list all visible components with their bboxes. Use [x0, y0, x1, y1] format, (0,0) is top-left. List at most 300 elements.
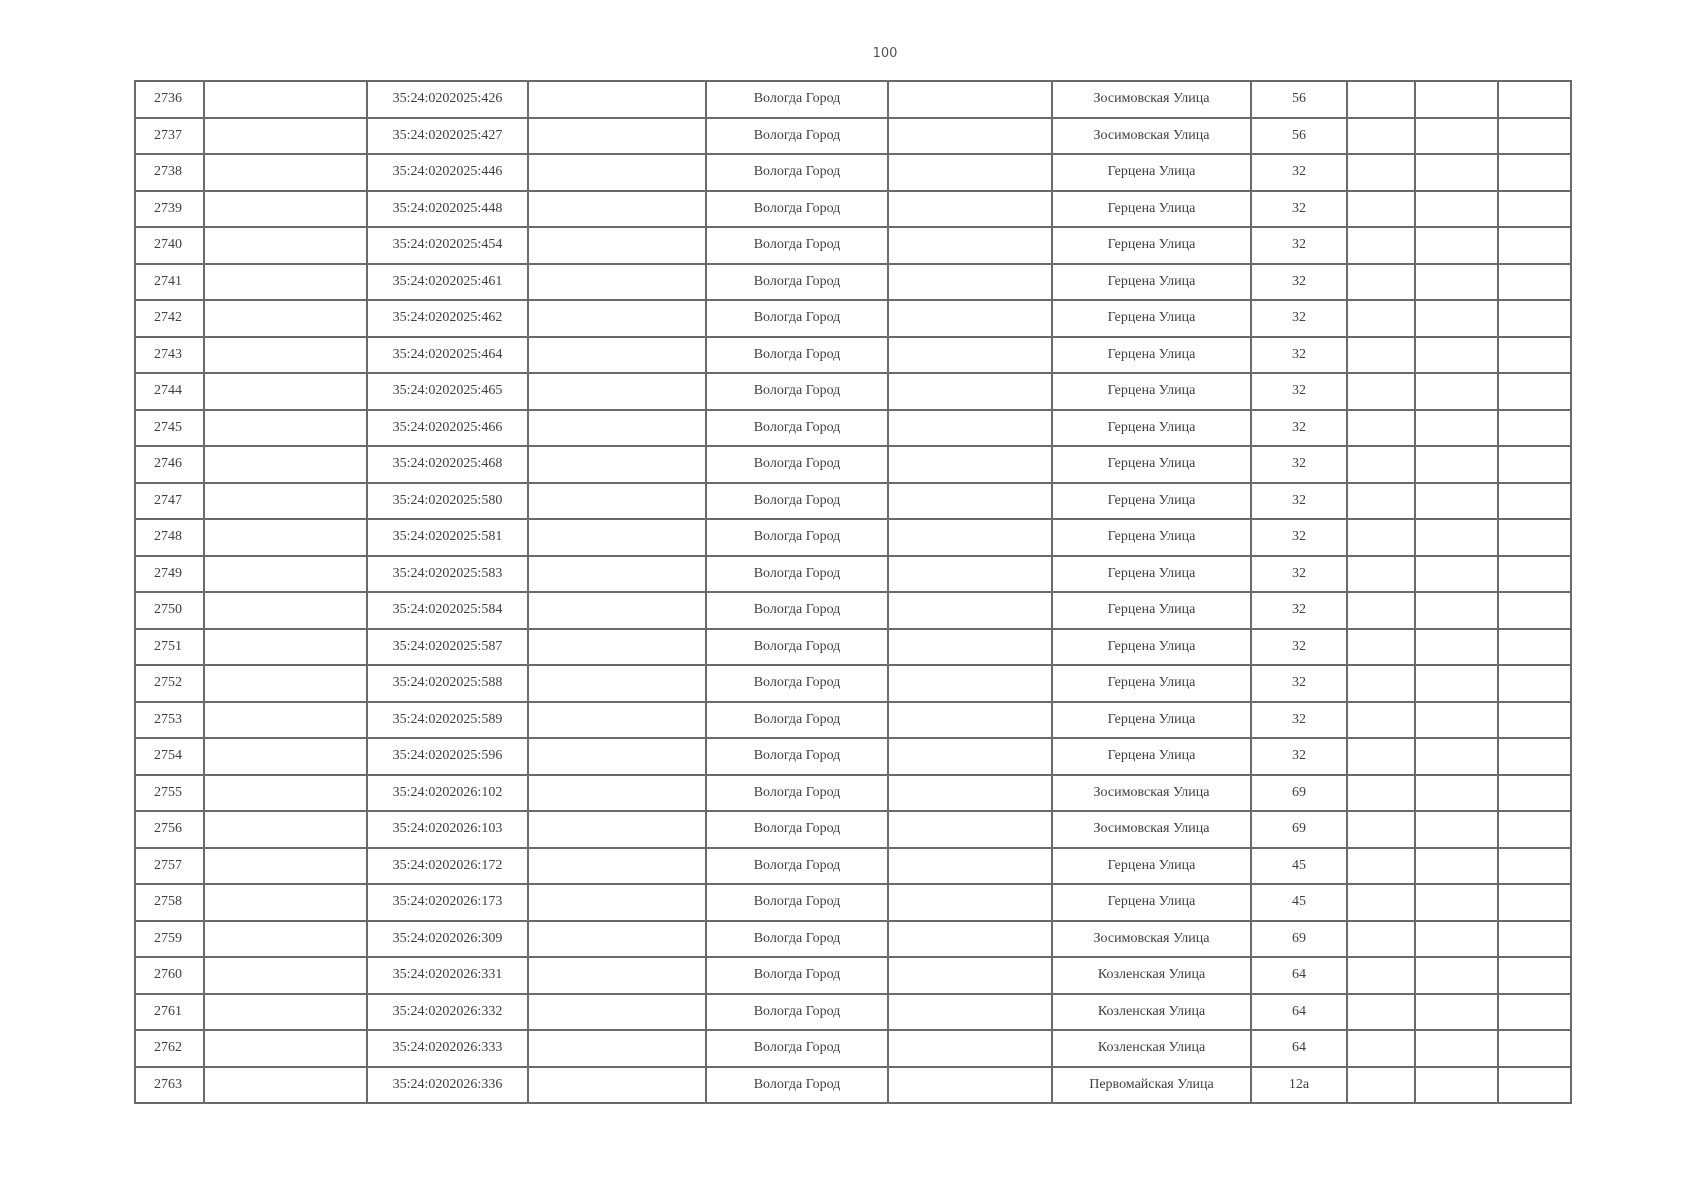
- cell-street: Зосимовская Улица: [1052, 921, 1251, 958]
- cell-cadastral-number: 35:24:0202025:589: [367, 702, 528, 739]
- cell-row-number: 2758: [135, 884, 204, 921]
- cell-house-number: 32: [1251, 337, 1347, 374]
- cell-cadastral-number: 35:24:0202025:466: [367, 410, 528, 447]
- cell-empty: [1415, 957, 1498, 994]
- cell-empty: [1498, 775, 1571, 812]
- cell-empty: [1347, 592, 1415, 629]
- cell-cadastral-number: 35:24:0202026:172: [367, 848, 528, 885]
- cell-street: Герцена Улица: [1052, 264, 1251, 301]
- cell-street: Козленская Улица: [1052, 994, 1251, 1031]
- cell-empty: [888, 556, 1052, 593]
- cell-empty: [528, 994, 706, 1031]
- cell-empty: [204, 921, 367, 958]
- cell-street: Герцена Улица: [1052, 154, 1251, 191]
- cell-empty: [1415, 300, 1498, 337]
- cell-empty: [204, 994, 367, 1031]
- cell-row-number: 2742: [135, 300, 204, 337]
- cell-city: Вологда Город: [706, 702, 888, 739]
- cell-empty: [888, 921, 1052, 958]
- table-row: [135, 519, 1571, 556]
- table-row: [135, 665, 1571, 702]
- cell-empty: [1347, 373, 1415, 410]
- cell-empty: [1415, 81, 1498, 118]
- cell-empty: [1498, 921, 1571, 958]
- cell-empty: [528, 556, 706, 593]
- cell-empty: [888, 410, 1052, 447]
- table-row: [135, 264, 1571, 301]
- cell-city: Вологда Город: [706, 191, 888, 228]
- cell-empty: [888, 227, 1052, 264]
- cell-empty: [528, 118, 706, 155]
- cell-house-number: 32: [1251, 702, 1347, 739]
- cell-empty: [1498, 665, 1571, 702]
- cell-empty: [204, 811, 367, 848]
- cell-row-number: 2751: [135, 629, 204, 666]
- cell-empty: [888, 373, 1052, 410]
- cell-empty: [1415, 118, 1498, 155]
- cell-empty: [528, 848, 706, 885]
- cell-empty: [1415, 629, 1498, 666]
- cell-empty: [1347, 994, 1415, 1031]
- table-row: [135, 592, 1571, 629]
- cell-empty: [1498, 1030, 1571, 1067]
- cell-house-number: 32: [1251, 373, 1347, 410]
- cell-empty: [888, 884, 1052, 921]
- cell-cadastral-number: 35:24:0202025:448: [367, 191, 528, 228]
- cell-cadastral-number: 35:24:0202026:331: [367, 957, 528, 994]
- cell-city: Вологда Город: [706, 665, 888, 702]
- table-row: [135, 848, 1571, 885]
- cell-empty: [888, 811, 1052, 848]
- cell-empty: [1347, 446, 1415, 483]
- cell-empty: [1415, 994, 1498, 1031]
- cell-empty: [528, 227, 706, 264]
- cell-empty: [1498, 519, 1571, 556]
- cell-empty: [204, 227, 367, 264]
- cell-house-number: 32: [1251, 665, 1347, 702]
- cell-empty: [204, 483, 367, 520]
- cell-empty: [528, 337, 706, 374]
- table-row: [135, 957, 1571, 994]
- table-row: [135, 1030, 1571, 1067]
- table-row: [135, 775, 1571, 812]
- cell-street: Герцена Улица: [1052, 337, 1251, 374]
- cell-empty: [1347, 483, 1415, 520]
- cell-empty: [888, 446, 1052, 483]
- cell-row-number: 2740: [135, 227, 204, 264]
- cell-empty: [528, 592, 706, 629]
- cell-cadastral-number: 35:24:0202025:465: [367, 373, 528, 410]
- cell-empty: [1498, 811, 1571, 848]
- cell-empty: [204, 519, 367, 556]
- cell-cadastral-number: 35:24:0202026:309: [367, 921, 528, 958]
- cell-house-number: 32: [1251, 410, 1347, 447]
- cell-empty: [1347, 811, 1415, 848]
- cell-empty: [204, 957, 367, 994]
- cell-cadastral-number: 35:24:0202025:464: [367, 337, 528, 374]
- cell-empty: [1347, 81, 1415, 118]
- cell-street: Герцена Улица: [1052, 556, 1251, 593]
- cell-empty: [1415, 884, 1498, 921]
- cell-empty: [888, 337, 1052, 374]
- cell-house-number: 32: [1251, 446, 1347, 483]
- table-row: [135, 191, 1571, 228]
- cell-empty: [204, 81, 367, 118]
- cell-empty: [888, 702, 1052, 739]
- table-row: [135, 994, 1571, 1031]
- cell-city: Вологда Город: [706, 483, 888, 520]
- cell-street: Козленская Улица: [1052, 957, 1251, 994]
- cell-house-number: 64: [1251, 1030, 1347, 1067]
- cell-empty: [888, 775, 1052, 812]
- cell-city: Вологда Город: [706, 957, 888, 994]
- cell-empty: [528, 629, 706, 666]
- cell-empty: [1415, 483, 1498, 520]
- cell-empty: [204, 1067, 367, 1104]
- cell-empty: [528, 957, 706, 994]
- cell-empty: [1347, 738, 1415, 775]
- cell-empty: [1347, 410, 1415, 447]
- cell-empty: [1415, 811, 1498, 848]
- cell-house-number: 32: [1251, 300, 1347, 337]
- cell-street: Зосимовская Улица: [1052, 811, 1251, 848]
- cell-empty: [1498, 629, 1571, 666]
- cell-house-number: 32: [1251, 191, 1347, 228]
- cell-empty: [1415, 337, 1498, 374]
- cell-empty: [1498, 738, 1571, 775]
- cell-row-number: 2737: [135, 118, 204, 155]
- cell-row-number: 2755: [135, 775, 204, 812]
- cell-empty: [204, 118, 367, 155]
- cell-row-number: 2749: [135, 556, 204, 593]
- cell-city: Вологда Город: [706, 738, 888, 775]
- cell-empty: [1415, 775, 1498, 812]
- cell-house-number: 32: [1251, 738, 1347, 775]
- cell-city: Вологда Город: [706, 884, 888, 921]
- table-row: [135, 81, 1571, 118]
- cell-empty: [528, 811, 706, 848]
- cell-empty: [204, 738, 367, 775]
- cell-row-number: 2745: [135, 410, 204, 447]
- cell-street: Герцена Улица: [1052, 483, 1251, 520]
- cell-row-number: 2760: [135, 957, 204, 994]
- cell-city: Вологда Город: [706, 775, 888, 812]
- cell-cadastral-number: 35:24:0202026:332: [367, 994, 528, 1031]
- cell-house-number: 32: [1251, 519, 1347, 556]
- cell-empty: [528, 373, 706, 410]
- cell-empty: [888, 154, 1052, 191]
- cell-empty: [1347, 519, 1415, 556]
- cell-row-number: 2747: [135, 483, 204, 520]
- cell-city: Вологда Город: [706, 337, 888, 374]
- cell-empty: [888, 191, 1052, 228]
- cell-house-number: 45: [1251, 884, 1347, 921]
- cell-cadastral-number: 35:24:0202025:462: [367, 300, 528, 337]
- cell-city: Вологда Город: [706, 1030, 888, 1067]
- cell-empty: [1347, 191, 1415, 228]
- table-row: [135, 410, 1571, 447]
- cell-empty: [888, 848, 1052, 885]
- table-row: [135, 373, 1571, 410]
- cell-cadastral-number: 35:24:0202026:173: [367, 884, 528, 921]
- cell-city: Вологда Город: [706, 994, 888, 1031]
- cell-empty: [528, 264, 706, 301]
- cell-street: Герцена Улица: [1052, 884, 1251, 921]
- cell-row-number: 2752: [135, 665, 204, 702]
- cell-empty: [1498, 446, 1571, 483]
- cell-empty: [1498, 556, 1571, 593]
- cell-cadastral-number: 35:24:0202025:584: [367, 592, 528, 629]
- cell-empty: [888, 592, 1052, 629]
- cell-empty: [888, 519, 1052, 556]
- cell-empty: [204, 775, 367, 812]
- cell-empty: [888, 994, 1052, 1031]
- table-row: [135, 227, 1571, 264]
- cell-empty: [1347, 665, 1415, 702]
- cell-empty: [1498, 154, 1571, 191]
- cell-house-number: 69: [1251, 811, 1347, 848]
- table-row: [135, 483, 1571, 520]
- cell-street: Козленская Улица: [1052, 1030, 1251, 1067]
- cell-empty: [1498, 337, 1571, 374]
- cell-house-number: 64: [1251, 957, 1347, 994]
- cell-empty: [1415, 1030, 1498, 1067]
- cell-empty: [1415, 264, 1498, 301]
- cell-empty: [1415, 446, 1498, 483]
- cell-empty: [1415, 738, 1498, 775]
- cell-empty: [888, 665, 1052, 702]
- cell-row-number: 2743: [135, 337, 204, 374]
- cell-empty: [1347, 957, 1415, 994]
- cell-street: Герцена Улица: [1052, 592, 1251, 629]
- cell-empty: [1415, 1067, 1498, 1104]
- table-row: [135, 738, 1571, 775]
- cell-empty: [528, 1030, 706, 1067]
- cell-empty: [204, 1030, 367, 1067]
- table-row: [135, 300, 1571, 337]
- cell-street: Зосимовская Улица: [1052, 118, 1251, 155]
- cell-street: Герцена Улица: [1052, 665, 1251, 702]
- cell-empty: [1498, 81, 1571, 118]
- cell-street: Герцена Улица: [1052, 410, 1251, 447]
- cell-empty: [204, 446, 367, 483]
- table-body: [135, 81, 1571, 1103]
- cell-empty: [528, 483, 706, 520]
- cell-city: Вологда Город: [706, 519, 888, 556]
- cell-empty: [1498, 227, 1571, 264]
- cell-house-number: 64: [1251, 994, 1347, 1031]
- cell-city: Вологда Город: [706, 556, 888, 593]
- cell-city: Вологда Город: [706, 373, 888, 410]
- cell-cadastral-number: 35:24:0202025:596: [367, 738, 528, 775]
- cell-street: Герцена Улица: [1052, 227, 1251, 264]
- cell-empty: [1415, 702, 1498, 739]
- cell-cadastral-number: 35:24:0202025:446: [367, 154, 528, 191]
- cell-empty: [1347, 848, 1415, 885]
- cell-empty: [204, 592, 367, 629]
- cell-city: Вологда Город: [706, 264, 888, 301]
- cell-empty: [1415, 921, 1498, 958]
- cell-row-number: 2753: [135, 702, 204, 739]
- cell-cadastral-number: 35:24:0202025:454: [367, 227, 528, 264]
- cell-city: Вологда Город: [706, 81, 888, 118]
- cell-empty: [1415, 556, 1498, 593]
- cell-empty: [1498, 118, 1571, 155]
- table-row: [135, 629, 1571, 666]
- cell-row-number: 2738: [135, 154, 204, 191]
- cell-empty: [888, 81, 1052, 118]
- cell-empty: [528, 738, 706, 775]
- cell-street: Герцена Улица: [1052, 519, 1251, 556]
- cell-empty: [1415, 519, 1498, 556]
- cell-empty: [528, 1067, 706, 1104]
- cell-empty: [1347, 337, 1415, 374]
- cell-empty: [528, 446, 706, 483]
- cell-empty: [1347, 775, 1415, 812]
- cell-empty: [204, 702, 367, 739]
- cell-house-number: 56: [1251, 118, 1347, 155]
- cell-empty: [1347, 264, 1415, 301]
- cell-empty: [888, 264, 1052, 301]
- cell-cadastral-number: 35:24:0202025:580: [367, 483, 528, 520]
- cell-empty: [888, 118, 1052, 155]
- cell-cadastral-number: 35:24:0202025:581: [367, 519, 528, 556]
- cell-house-number: 69: [1251, 921, 1347, 958]
- cell-house-number: 32: [1251, 264, 1347, 301]
- cell-empty: [204, 264, 367, 301]
- cell-row-number: 2754: [135, 738, 204, 775]
- table-row: [135, 921, 1571, 958]
- cell-empty: [204, 373, 367, 410]
- cell-street: Герцена Улица: [1052, 300, 1251, 337]
- cell-house-number: 32: [1251, 592, 1347, 629]
- cell-street: Зосимовская Улица: [1052, 775, 1251, 812]
- cell-city: Вологда Город: [706, 629, 888, 666]
- cell-empty: [1498, 592, 1571, 629]
- cell-row-number: 2763: [135, 1067, 204, 1104]
- cell-cadastral-number: 35:24:0202026:333: [367, 1030, 528, 1067]
- cell-empty: [888, 629, 1052, 666]
- cell-empty: [204, 191, 367, 228]
- cell-city: Вологда Город: [706, 921, 888, 958]
- cell-empty: [204, 154, 367, 191]
- cell-city: Вологда Город: [706, 811, 888, 848]
- cell-empty: [204, 665, 367, 702]
- cell-empty: [528, 154, 706, 191]
- cell-cadastral-number: 35:24:0202025:587: [367, 629, 528, 666]
- cell-empty: [528, 81, 706, 118]
- cell-row-number: 2759: [135, 921, 204, 958]
- cell-street: Герцена Улица: [1052, 373, 1251, 410]
- cell-empty: [204, 300, 367, 337]
- cell-empty: [1498, 264, 1571, 301]
- cell-empty: [1415, 665, 1498, 702]
- cell-street: Первомайская Улица: [1052, 1067, 1251, 1104]
- cell-cadastral-number: 35:24:0202025:427: [367, 118, 528, 155]
- cell-row-number: 2762: [135, 1030, 204, 1067]
- cell-row-number: 2741: [135, 264, 204, 301]
- cell-empty: [528, 300, 706, 337]
- cell-empty: [1347, 884, 1415, 921]
- cell-empty: [528, 191, 706, 228]
- cell-house-number: 45: [1251, 848, 1347, 885]
- cell-street: Герцена Улица: [1052, 848, 1251, 885]
- cell-empty: [528, 519, 706, 556]
- page-number: 100: [872, 46, 898, 61]
- cell-house-number: 32: [1251, 227, 1347, 264]
- cell-empty: [1415, 592, 1498, 629]
- cell-cadastral-number: 35:24:0202025:426: [367, 81, 528, 118]
- cell-empty: [528, 775, 706, 812]
- cell-cadastral-number: 35:24:0202025:468: [367, 446, 528, 483]
- cell-empty: [1498, 994, 1571, 1031]
- cell-row-number: 2761: [135, 994, 204, 1031]
- table-row: [135, 884, 1571, 921]
- table-row: [135, 446, 1571, 483]
- cell-cadastral-number: 35:24:0202025:461: [367, 264, 528, 301]
- registry-table: [134, 80, 1572, 1104]
- table-row: [135, 702, 1571, 739]
- cell-empty: [1347, 556, 1415, 593]
- cell-street: Герцена Улица: [1052, 191, 1251, 228]
- cell-empty: [1415, 154, 1498, 191]
- cell-empty: [1498, 848, 1571, 885]
- cell-city: Вологда Город: [706, 1067, 888, 1104]
- cell-empty: [1498, 300, 1571, 337]
- cell-empty: [888, 1030, 1052, 1067]
- cell-house-number: 32: [1251, 483, 1347, 520]
- cell-empty: [528, 702, 706, 739]
- cell-empty: [1347, 921, 1415, 958]
- cell-cadastral-number: 35:24:0202026:336: [367, 1067, 528, 1104]
- cell-city: Вологда Город: [706, 848, 888, 885]
- cell-street: Зосимовская Улица: [1052, 81, 1251, 118]
- cell-empty: [1415, 227, 1498, 264]
- cell-empty: [528, 665, 706, 702]
- cell-empty: [1498, 373, 1571, 410]
- cell-empty: [204, 629, 367, 666]
- cell-empty: [888, 957, 1052, 994]
- cell-empty: [204, 884, 367, 921]
- cell-empty: [888, 738, 1052, 775]
- cell-cadastral-number: 35:24:0202025:588: [367, 665, 528, 702]
- cell-city: Вологда Город: [706, 300, 888, 337]
- cell-row-number: 2746: [135, 446, 204, 483]
- cell-empty: [1415, 848, 1498, 885]
- cell-empty: [1347, 118, 1415, 155]
- cell-house-number: 32: [1251, 629, 1347, 666]
- cell-empty: [1415, 410, 1498, 447]
- cell-empty: [1347, 1067, 1415, 1104]
- cell-city: Вологда Город: [706, 227, 888, 264]
- cell-empty: [528, 884, 706, 921]
- cell-city: Вологда Город: [706, 410, 888, 447]
- cell-house-number: 12а: [1251, 1067, 1347, 1104]
- cell-street: Герцена Улица: [1052, 629, 1251, 666]
- cell-empty: [204, 337, 367, 374]
- cell-empty: [1498, 1067, 1571, 1104]
- cell-street: Герцена Улица: [1052, 738, 1251, 775]
- cell-empty: [888, 483, 1052, 520]
- table-row: [135, 154, 1571, 191]
- cell-row-number: 2739: [135, 191, 204, 228]
- cell-row-number: 2757: [135, 848, 204, 885]
- cell-row-number: 2744: [135, 373, 204, 410]
- cell-house-number: 56: [1251, 81, 1347, 118]
- cell-empty: [204, 410, 367, 447]
- cell-empty: [1347, 227, 1415, 264]
- cell-empty: [1415, 191, 1498, 228]
